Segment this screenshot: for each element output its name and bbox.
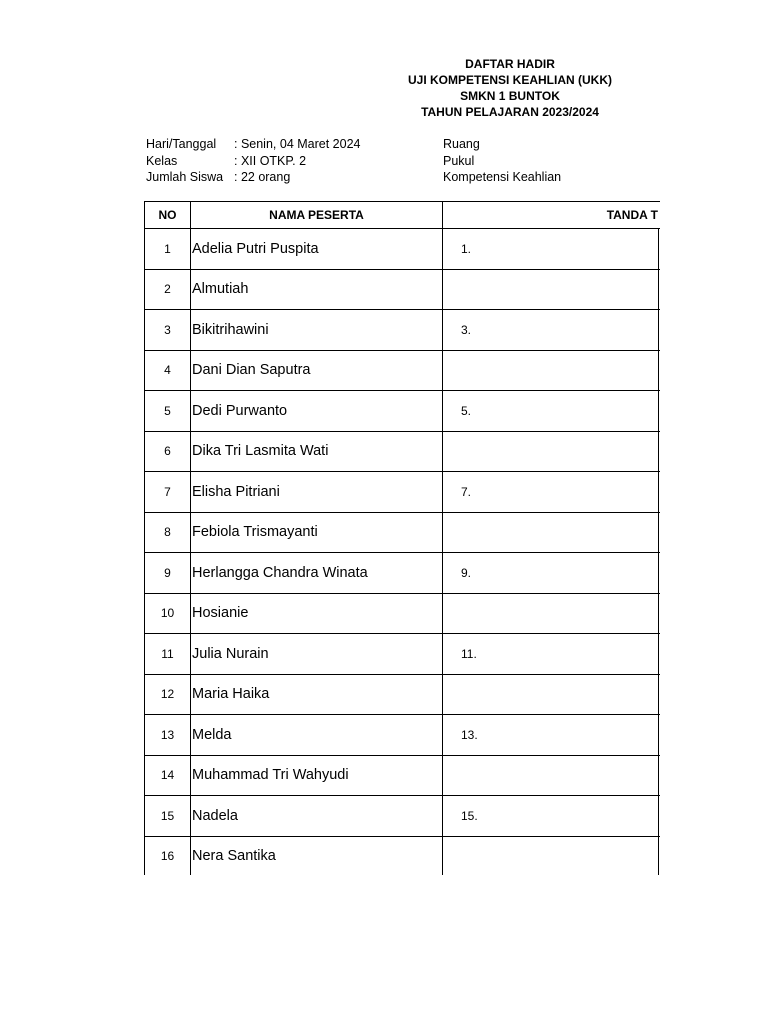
info-label-time: Pukul (443, 153, 475, 168)
signature-cell (443, 836, 659, 875)
table-row (145, 634, 661, 675)
row-number: 2 (145, 269, 191, 310)
row-number: 8 (145, 512, 191, 553)
info-label: Kelas (146, 153, 178, 168)
info-right-block (443, 136, 561, 186)
signature-cell (443, 269, 659, 310)
signature-cell-continued (659, 836, 661, 875)
signature-cell-continued (659, 796, 661, 837)
table-body (145, 229, 661, 876)
signature-cell: 3. (443, 310, 659, 351)
header-signature-label: TANDA T (606, 208, 659, 222)
row-number: 7 (145, 472, 191, 513)
info-left-block (146, 136, 360, 186)
table-row (145, 674, 661, 715)
signature-cell-continued (659, 634, 661, 675)
participant-name: Elisha Pitriani (191, 472, 443, 513)
row-number: 15 (145, 796, 191, 837)
info-row-date (146, 136, 360, 153)
table-row (145, 229, 661, 270)
participant-name: Dika Tri Lasmita Wati (191, 431, 443, 472)
info-row-class (146, 153, 360, 170)
info-label-room: Ruang (443, 137, 480, 151)
row-number: 11 (145, 634, 191, 675)
signature-cell (443, 674, 659, 715)
signature-cell: 9. (443, 553, 659, 594)
table-row (145, 593, 661, 634)
participant-name: Adelia Putri Puspita (191, 229, 443, 270)
signature-cell (443, 755, 659, 796)
signature-cell-continued (659, 431, 661, 472)
participant-name: Dani Dian Saputra (191, 350, 443, 391)
title-line-4: TAHUN PELAJARAN 2023/2024 (421, 105, 599, 119)
document-title-block (360, 56, 660, 120)
row-number: 14 (145, 755, 191, 796)
attendance-table-container (144, 201, 660, 875)
signature-cell (443, 431, 659, 472)
info-value: : XII OTKP. 2 (234, 153, 307, 168)
participant-name: Febiola Trismayanti (191, 512, 443, 553)
signature-cell-continued (659, 755, 661, 796)
participant-name: Hosianie (191, 593, 443, 634)
attendance-table (144, 201, 660, 875)
signature-cell-continued (659, 391, 661, 432)
participant-name: Nadela (191, 796, 443, 837)
row-number: 5 (145, 391, 191, 432)
participant-name: Almutiah (191, 269, 443, 310)
signature-cell-continued (659, 553, 661, 594)
info-row-student-count (146, 169, 360, 186)
signature-cell-continued (659, 674, 661, 715)
signature-cell (443, 512, 659, 553)
row-number: 3 (145, 310, 191, 351)
title-line-3: SMKN 1 BUNTOK (460, 89, 560, 103)
table-row (145, 796, 661, 837)
row-number: 6 (145, 431, 191, 472)
table-header-row (145, 202, 661, 229)
participant-name: Julia Nurain (191, 634, 443, 675)
signature-cell-continued (659, 512, 661, 553)
table-row (145, 512, 661, 553)
header-signature (443, 202, 661, 229)
table-row (145, 472, 661, 513)
table-row (145, 269, 661, 310)
header-no: NO (145, 202, 191, 229)
signature-cell: 5. (443, 391, 659, 432)
signature-cell: 11. (443, 634, 659, 675)
row-number: 1 (145, 229, 191, 270)
row-number: 16 (145, 836, 191, 875)
row-number: 12 (145, 674, 191, 715)
signature-cell-continued (659, 310, 661, 351)
row-number: 4 (145, 350, 191, 391)
signature-cell-continued (659, 229, 661, 270)
signature-cell-continued (659, 350, 661, 391)
header-name: NAMA PESERTA (191, 202, 443, 229)
info-value: : 22 orang (234, 170, 291, 184)
signature-cell: 1. (443, 229, 659, 270)
info-label: Hari/Tanggal (146, 137, 217, 151)
participant-name: Dedi Purwanto (191, 391, 443, 432)
signature-cell-continued (659, 269, 661, 310)
info-label: Jumlah Siswa (146, 170, 224, 184)
title-line-2: UJI KOMPETENSI KEAHLIAN (UKK) (407, 73, 612, 87)
signature-cell-continued (659, 715, 661, 756)
participant-name: Melda (191, 715, 443, 756)
info-label-competency: Kompetensi Keahlian (443, 170, 562, 184)
table-row (145, 553, 661, 594)
table-row (145, 836, 661, 875)
participant-name: Muhammad Tri Wahyudi (191, 755, 443, 796)
row-number: 10 (145, 593, 191, 634)
signature-cell: 7. (443, 472, 659, 513)
participant-name: Maria Haika (191, 674, 443, 715)
table-row (145, 431, 661, 472)
signature-cell: 13. (443, 715, 659, 756)
table-row (145, 391, 661, 432)
participant-name: Bikitrihawini (191, 310, 443, 351)
title-line-1: DAFTAR HADIR (465, 57, 555, 71)
participant-name: Herlangga Chandra Winata (191, 553, 443, 594)
table-row (145, 715, 661, 756)
signature-cell-continued (659, 472, 661, 513)
signature-cell: 15. (443, 796, 659, 837)
row-number: 9 (145, 553, 191, 594)
participant-name: Nera Santika (191, 836, 443, 875)
table-row (145, 755, 661, 796)
info-value: : Senin, 04 Maret 2024 (234, 137, 361, 151)
signature-cell (443, 593, 659, 634)
signature-cell-continued (659, 593, 661, 634)
table-row (145, 310, 661, 351)
row-number: 13 (145, 715, 191, 756)
signature-cell (443, 350, 659, 391)
table-row (145, 350, 661, 391)
